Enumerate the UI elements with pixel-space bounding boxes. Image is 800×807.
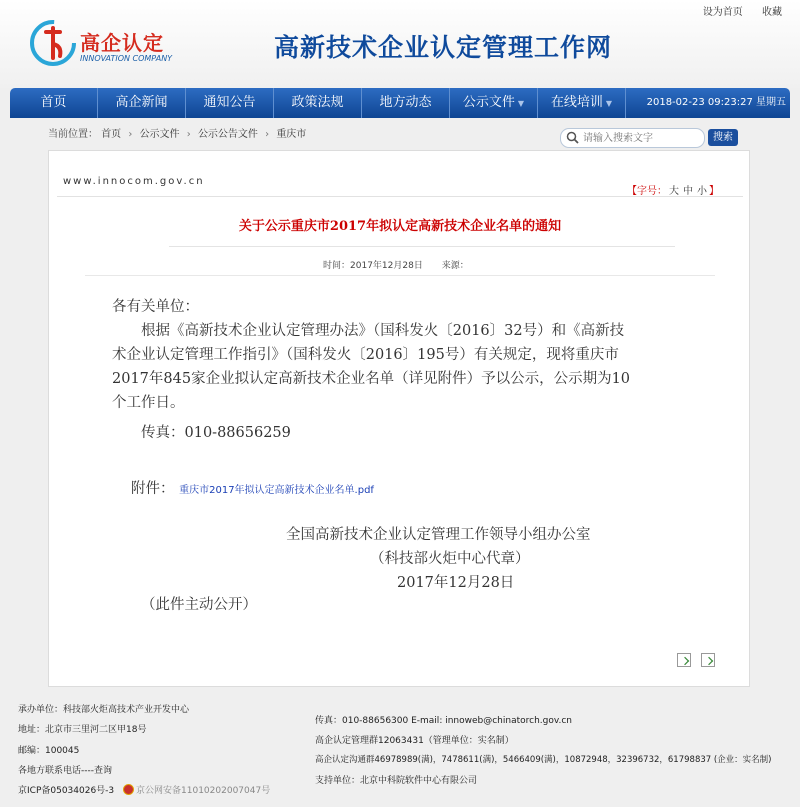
main-nav	[10, 88, 790, 118]
breadcrumb-home[interactable]: 首页	[101, 129, 122, 140]
footer-fax-email: 传真：010-88656300 E-mail: innoweb@chinatorch.gov.cn	[315, 716, 573, 726]
search-input[interactable]	[560, 128, 705, 148]
signature-sub: （科技部火炬中心代章）	[370, 551, 530, 567]
greeting: 各有关单位：	[112, 299, 199, 315]
paragraph-line: 个工作日。	[112, 395, 185, 411]
nav-label: 在线培训	[550, 95, 603, 110]
font-size-medium[interactable]: 中	[683, 186, 693, 197]
divider	[57, 196, 743, 197]
search-icon	[566, 131, 579, 144]
breadcrumb-separator: ›	[128, 129, 133, 140]
article-panel	[48, 150, 750, 687]
chevron-down-icon: ▼	[605, 99, 613, 108]
fax-line: 传真：010-88656259	[141, 425, 291, 441]
divider	[85, 275, 715, 276]
signature-date: 2017年12月28日	[397, 575, 515, 591]
attachment-label: 附件：	[131, 481, 175, 497]
close-icon[interactable]	[701, 653, 715, 667]
font-size-end: 】	[709, 186, 719, 197]
attachment-row	[131, 477, 374, 498]
attachment-link[interactable]: 重庆市2017年拟认定高新技术企业名单.pdf	[179, 485, 374, 496]
favorite-link[interactable]: 收藏	[762, 7, 782, 18]
logo-mark-icon	[28, 18, 78, 68]
time-label: 时间：	[323, 261, 351, 271]
nav-notices[interactable]	[186, 88, 274, 118]
paragraph-line: 术企业认定管理工作指引》（国科发火〔2016〕195号）有关规定，现将重庆市	[112, 347, 619, 363]
footer-host: 承办单位：科技部火炬高技术产业开发中心	[18, 705, 190, 715]
footer	[0, 700, 800, 807]
breadcrumb-prefix: 当前位置：	[48, 129, 98, 140]
footer-support: 支持单位：北京中科院软件中心有限公司	[315, 776, 478, 786]
police-badge-icon	[123, 784, 134, 795]
font-size-switcher	[627, 182, 719, 197]
nav-public-files[interactable]	[450, 88, 538, 118]
nav-label: 首页	[40, 95, 67, 110]
public-note: （此件主动公开）	[141, 597, 257, 613]
nav-policies[interactable]	[274, 88, 362, 118]
search-button[interactable]: 搜索	[708, 129, 738, 146]
footer-group1: 高企认定管理群12063431（管理单位：实名制）	[315, 736, 514, 746]
print-icon[interactable]	[677, 653, 691, 667]
nav-local[interactable]	[362, 88, 450, 118]
breadcrumb-announcements[interactable]: 公示公告文件	[197, 129, 258, 140]
footer-group2: 高企认定沟通群46978989(满)，7478611(满)，5466409(满)，10872948，32396732，61798837 (企业：实名制)	[315, 755, 772, 765]
site-logo[interactable]	[28, 18, 188, 70]
site-domain: www.innocom.gov.cn	[63, 176, 205, 187]
breadcrumb-chongqing[interactable]: 重庆市	[276, 129, 307, 140]
font-size-large[interactable]: 大	[669, 186, 679, 197]
nav-label: 高企新闻	[115, 95, 168, 110]
paragraph-line: 2017年845家企业拟认定高新技术企业名单（详见附件）予以公示，公示期为10	[112, 371, 631, 387]
nav-news[interactable]	[98, 88, 186, 118]
footer-icp	[18, 783, 270, 796]
header-links	[687, 3, 782, 18]
nav-label: 通知公告	[203, 95, 256, 110]
divider	[169, 246, 675, 247]
nav-training[interactable]	[538, 88, 626, 118]
article-tools	[677, 653, 721, 670]
footer-postcode: 邮编：100045	[18, 746, 80, 756]
breadcrumb-separator: ›	[186, 129, 191, 140]
breadcrumb-public-files[interactable]: 公示文件	[139, 129, 180, 140]
nav-label: 地方动态	[379, 95, 432, 110]
paragraph-line: 根据《高新技术企业认定管理办法》（国科发火〔2016〕32号）和《高新技	[141, 323, 625, 339]
nav-datetime: 2018-02-23 09:23:27 星期五	[646, 97, 786, 108]
publish-time: 2017年12月28日	[350, 261, 423, 271]
font-size-label: 【字号：	[627, 186, 667, 197]
search-box	[552, 128, 747, 148]
signature-org: 全国高新技术企业认定管理工作领导小组办公室	[286, 527, 591, 543]
set-homepage-link[interactable]: 设为首页	[702, 7, 743, 18]
font-size-small[interactable]: 小	[697, 186, 707, 197]
nav-label: 政策法规	[291, 95, 344, 110]
breadcrumb-separator: ›	[265, 129, 270, 140]
chevron-down-icon: ▼	[517, 99, 525, 108]
footer-contact-link[interactable]: 各地方联系电话----查询	[18, 766, 112, 776]
icp-number[interactable]: 京ICP备05034026号-3	[18, 786, 115, 796]
logo-text: 高企认定	[80, 31, 164, 55]
nav-home[interactable]	[10, 88, 98, 118]
logo-subtext: INNOVATION COMPANY	[80, 54, 173, 63]
source-label: 来源：	[441, 261, 469, 271]
article-meta	[323, 258, 469, 271]
nav-label: 公示文件	[462, 95, 515, 110]
site-title: 高新技术企业认定管理工作网	[274, 33, 613, 62]
police-record[interactable]: 京公网安备11010202007047号	[136, 786, 271, 796]
article-title: 关于公示重庆市2017年拟认定高新技术企业名单的通知	[238, 219, 562, 234]
footer-address: 地址：北京市三里河二区甲18号	[18, 725, 147, 735]
